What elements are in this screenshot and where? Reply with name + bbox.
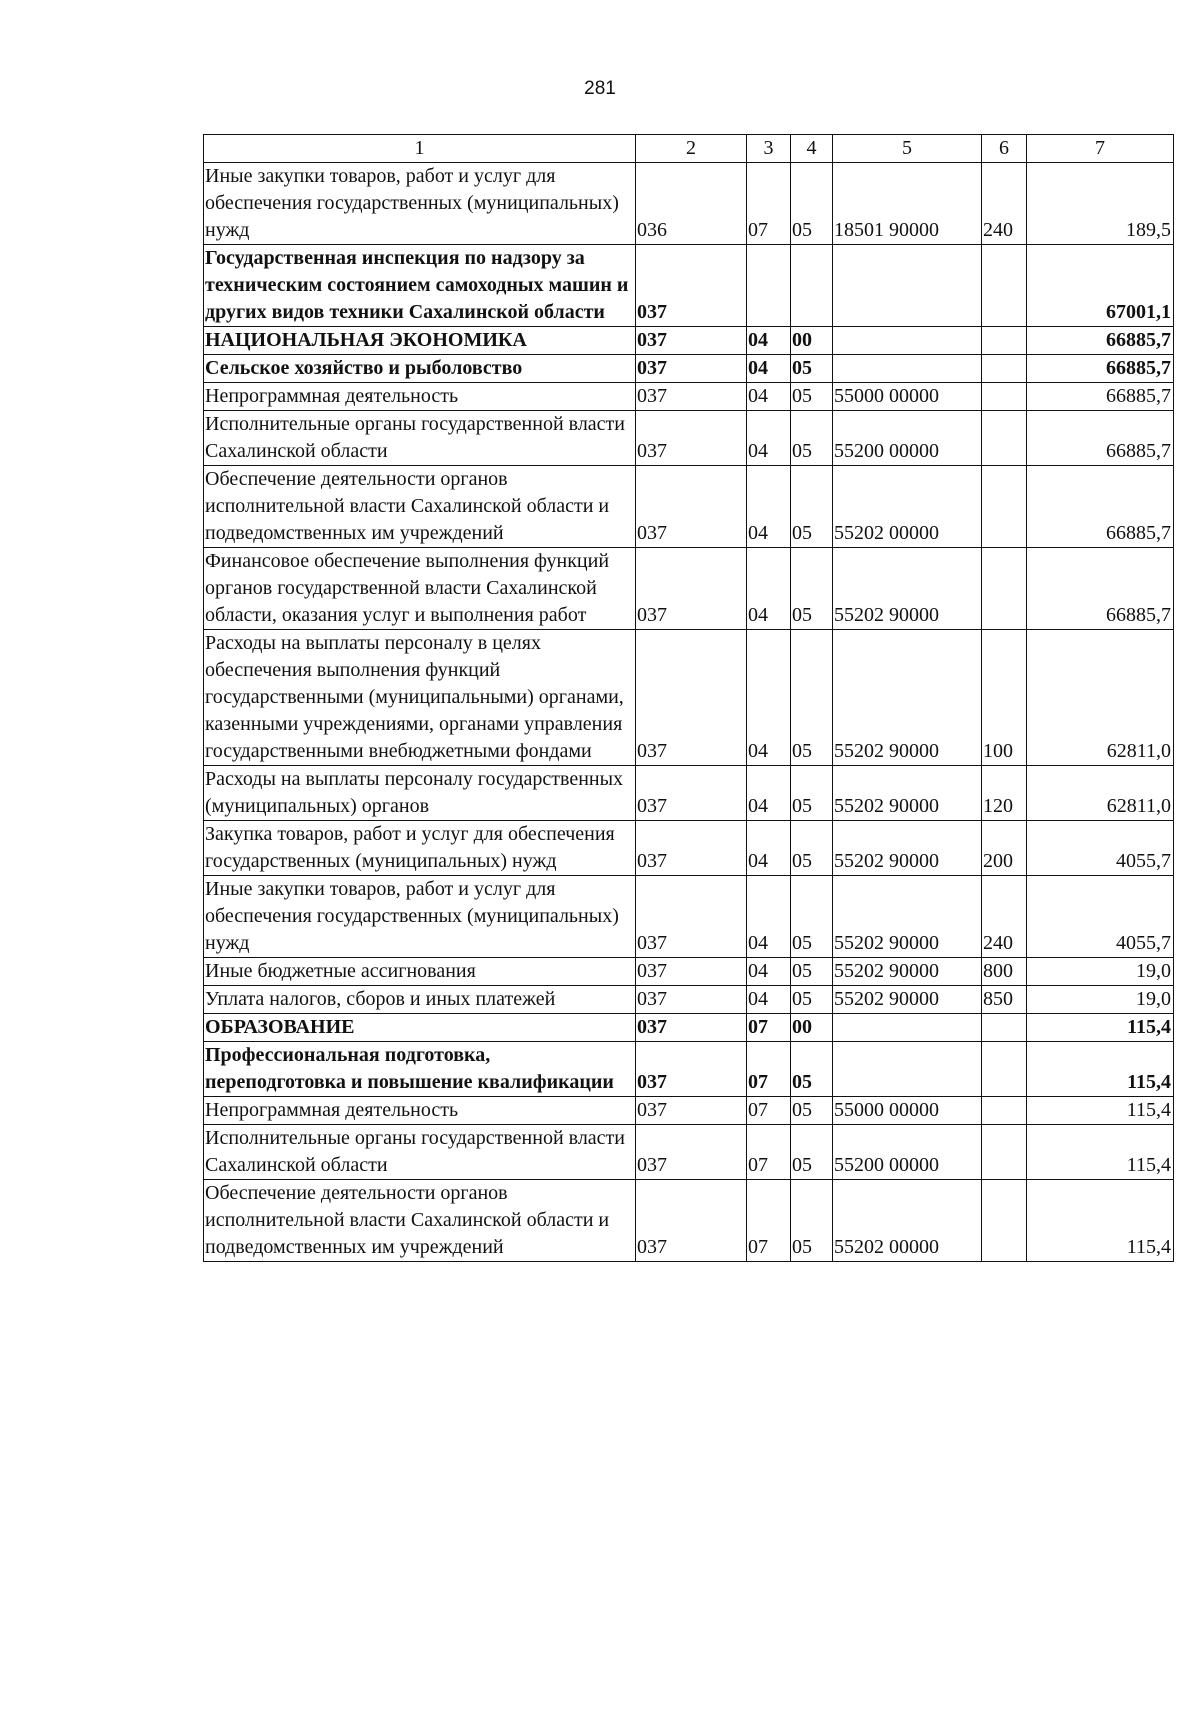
row-ministry-code: 037 [636, 766, 747, 821]
row-section-code: 04 [747, 986, 791, 1014]
row-section-code: 04 [747, 958, 791, 986]
row-ministry-code: 037 [636, 1125, 747, 1180]
row-name: Исполнительные органы государственной власти Сахалинской области [204, 1125, 636, 1180]
row-expense-type: 200 [982, 821, 1027, 876]
row-subsection-code: 05 [791, 1125, 833, 1180]
row-target-article [833, 355, 982, 383]
row-amount: 189,5 [1027, 163, 1174, 245]
row-subsection-code: 05 [791, 466, 833, 548]
row-section-code [747, 245, 791, 327]
table-row [204, 630, 1174, 766]
row-subsection-code: 05 [791, 355, 833, 383]
row-name: Расходы на выплаты персоналу в целях обеспечения выполнения функций государственными (муниципальными) органами, казенными учреждениями, органами управления государственными внебюджетными фондами [204, 630, 636, 766]
row-ministry-code: 037 [636, 466, 747, 548]
row-ministry-code: 037 [636, 876, 747, 958]
table-row [204, 1125, 1174, 1180]
row-subsection-code: 05 [791, 630, 833, 766]
table-row [204, 411, 1174, 466]
row-target-article: 55202 00000 [833, 466, 982, 548]
table-row [204, 821, 1174, 876]
row-name: Закупка товаров, работ и услуг для обеспечения государственных (муниципальных) нужд [204, 821, 636, 876]
budget-table [203, 134, 1174, 1262]
row-amount: 19,0 [1027, 986, 1174, 1014]
row-target-article [833, 327, 982, 355]
row-section-code: 07 [747, 163, 791, 245]
table-row [204, 245, 1174, 327]
page-number: 281 [584, 78, 616, 99]
table-row [204, 1097, 1174, 1125]
row-amount: 115,4 [1027, 1042, 1174, 1097]
table-row [204, 1042, 1174, 1097]
table-row [204, 355, 1174, 383]
row-amount: 4055,7 [1027, 821, 1174, 876]
row-subsection-code: 00 [791, 327, 833, 355]
row-amount: 66885,7 [1027, 327, 1174, 355]
column-number: 6 [982, 135, 1027, 163]
row-target-article: 55202 90000 [833, 766, 982, 821]
row-expense-type: 240 [982, 876, 1027, 958]
row-target-article: 55000 00000 [833, 1097, 982, 1125]
row-amount: 67001,1 [1027, 245, 1174, 327]
row-name: Исполнительные органы государственной власти Сахалинской области [204, 411, 636, 466]
row-section-code: 04 [747, 548, 791, 630]
row-name: Обеспечение деятельности органов исполнительной власти Сахалинской области и подведомственных им учреждений [204, 1180, 636, 1262]
row-name: ОБРАЗОВАНИЕ [204, 1014, 636, 1042]
row-ministry-code: 037 [636, 1014, 747, 1042]
row-section-code: 04 [747, 876, 791, 958]
row-ministry-code: 037 [636, 411, 747, 466]
row-target-article: 55000 00000 [833, 383, 982, 411]
row-ministry-code: 037 [636, 958, 747, 986]
row-expense-type [982, 383, 1027, 411]
row-ministry-code: 037 [636, 383, 747, 411]
row-target-article: 55202 90000 [833, 958, 982, 986]
row-subsection-code: 05 [791, 383, 833, 411]
row-name: Государственная инспекция по надзору за техническим состоянием самоходных машин и других видов техники Сахалинской области [204, 245, 636, 327]
row-name: Иные закупки товаров, работ и услуг для обеспечения государственных (муниципальных) нужд [204, 876, 636, 958]
row-name: НАЦИОНАЛЬНАЯ ЭКОНОМИКА [204, 327, 636, 355]
row-expense-type [982, 245, 1027, 327]
row-subsection-code: 00 [791, 1014, 833, 1042]
row-expense-type [982, 1042, 1027, 1097]
row-subsection-code: 05 [791, 1042, 833, 1097]
row-ministry-code: 037 [636, 630, 747, 766]
row-name: Профессиональная подготовка, переподготовка и повышение квалификации [204, 1042, 636, 1097]
row-name: Финансовое обеспечение выполнения функций органов государственной власти Сахалинской области, оказания услуг и выполнения работ [204, 548, 636, 630]
row-name: Уплата налогов, сборов и иных платежей [204, 986, 636, 1014]
row-expense-type [982, 548, 1027, 630]
row-subsection-code: 05 [791, 821, 833, 876]
row-name: Расходы на выплаты персоналу государственных (муниципальных) органов [204, 766, 636, 821]
row-ministry-code: 037 [636, 1180, 747, 1262]
row-section-code: 04 [747, 821, 791, 876]
column-number: 3 [747, 135, 791, 163]
row-name: Обеспечение деятельности органов исполнительной власти Сахалинской области и подведомственных им учреждений [204, 466, 636, 548]
row-target-article [833, 245, 982, 327]
row-subsection-code: 05 [791, 986, 833, 1014]
row-expense-type: 850 [982, 986, 1027, 1014]
row-amount: 66885,7 [1027, 466, 1174, 548]
row-subsection-code: 05 [791, 876, 833, 958]
row-target-article: 55200 00000 [833, 411, 982, 466]
row-name: Иные бюджетные ассигнования [204, 958, 636, 986]
row-amount: 4055,7 [1027, 876, 1174, 958]
row-target-article: 55202 90000 [833, 821, 982, 876]
table-row [204, 958, 1174, 986]
row-expense-type [982, 411, 1027, 466]
row-section-code: 07 [747, 1180, 791, 1262]
row-amount: 66885,7 [1027, 548, 1174, 630]
row-target-article: 55202 00000 [833, 1180, 982, 1262]
row-ministry-code: 037 [636, 548, 747, 630]
table-row [204, 766, 1174, 821]
budget-table-body [204, 135, 1174, 1262]
row-expense-type [982, 466, 1027, 548]
row-section-code: 07 [747, 1097, 791, 1125]
row-ministry-code: 036 [636, 163, 747, 245]
column-number: 7 [1027, 135, 1174, 163]
column-number: 4 [791, 135, 833, 163]
row-subsection-code: 05 [791, 163, 833, 245]
row-subsection-code: 05 [791, 958, 833, 986]
row-target-article: 55202 90000 [833, 876, 982, 958]
row-subsection-code: 05 [791, 411, 833, 466]
table-row [204, 876, 1174, 958]
row-amount: 115,4 [1027, 1097, 1174, 1125]
row-section-code: 04 [747, 411, 791, 466]
row-ministry-code: 037 [636, 245, 747, 327]
row-section-code: 04 [747, 466, 791, 548]
row-amount: 19,0 [1027, 958, 1174, 986]
row-amount: 62811,0 [1027, 630, 1174, 766]
row-expense-type [982, 1180, 1027, 1262]
column-number: 2 [636, 135, 747, 163]
row-target-article: 55200 00000 [833, 1125, 982, 1180]
row-expense-type [982, 355, 1027, 383]
row-section-code: 07 [747, 1125, 791, 1180]
row-section-code: 04 [747, 327, 791, 355]
row-name: Иные закупки товаров, работ и услуг для обеспечения государственных (муниципальных) нужд [204, 163, 636, 245]
column-number-row [204, 135, 1174, 163]
row-name: Непрограммная деятельность [204, 383, 636, 411]
row-section-code: 04 [747, 630, 791, 766]
row-amount: 66885,7 [1027, 411, 1174, 466]
row-ministry-code: 037 [636, 821, 747, 876]
table-row [204, 1180, 1174, 1262]
row-subsection-code: 05 [791, 1180, 833, 1262]
row-target-article: 55202 90000 [833, 630, 982, 766]
row-expense-type: 120 [982, 766, 1027, 821]
row-expense-type: 100 [982, 630, 1027, 766]
row-expense-type [982, 1097, 1027, 1125]
row-amount: 66885,7 [1027, 355, 1174, 383]
table-row [204, 986, 1174, 1014]
row-amount: 62811,0 [1027, 766, 1174, 821]
row-target-article [833, 1014, 982, 1042]
row-ministry-code: 037 [636, 327, 747, 355]
row-amount: 115,4 [1027, 1180, 1174, 1262]
row-ministry-code: 037 [636, 355, 747, 383]
row-target-article: 55202 90000 [833, 548, 982, 630]
row-amount: 115,4 [1027, 1014, 1174, 1042]
row-subsection-code: 05 [791, 1097, 833, 1125]
row-expense-type [982, 327, 1027, 355]
table-row [204, 163, 1174, 245]
row-ministry-code: 037 [636, 1097, 747, 1125]
row-target-article: 55202 90000 [833, 986, 982, 1014]
table-row [204, 383, 1174, 411]
row-section-code: 04 [747, 383, 791, 411]
row-amount: 66885,7 [1027, 383, 1174, 411]
row-section-code: 07 [747, 1014, 791, 1042]
table-row [204, 466, 1174, 548]
row-subsection-code [791, 245, 833, 327]
row-ministry-code: 037 [636, 986, 747, 1014]
table-row [204, 548, 1174, 630]
table-row [204, 327, 1174, 355]
row-expense-type: 240 [982, 163, 1027, 245]
row-expense-type: 800 [982, 958, 1027, 986]
table-row [204, 1014, 1174, 1042]
row-subsection-code: 05 [791, 766, 833, 821]
row-target-article [833, 1042, 982, 1097]
row-expense-type [982, 1125, 1027, 1180]
row-section-code: 07 [747, 1042, 791, 1097]
row-amount: 115,4 [1027, 1125, 1174, 1180]
row-target-article: 18501 90000 [833, 163, 982, 245]
row-ministry-code: 037 [636, 1042, 747, 1097]
row-section-code: 04 [747, 355, 791, 383]
row-section-code: 04 [747, 766, 791, 821]
column-number: 5 [833, 135, 982, 163]
row-name: Сельское хозяйство и рыболовство [204, 355, 636, 383]
row-subsection-code: 05 [791, 548, 833, 630]
row-expense-type [982, 1014, 1027, 1042]
column-number: 1 [204, 135, 636, 163]
row-name: Непрограммная деятельность [204, 1097, 636, 1125]
